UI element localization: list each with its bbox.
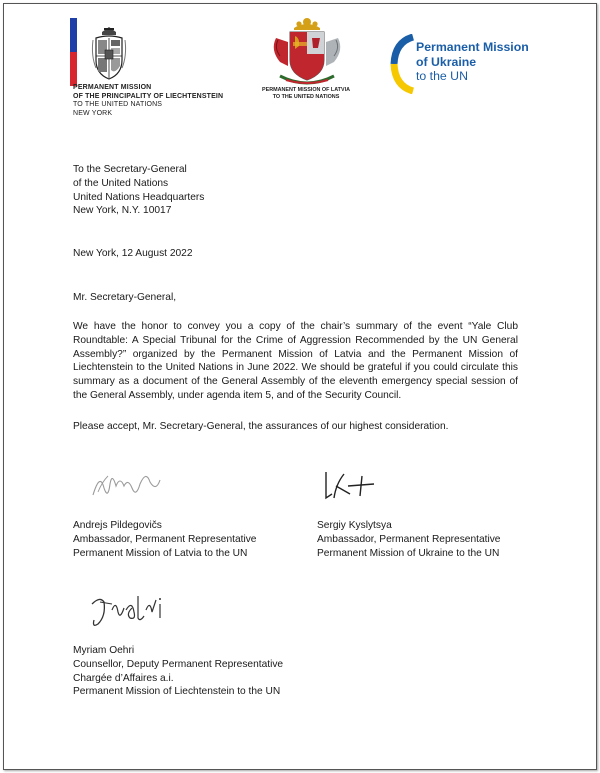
letter-date: New York, 12 August 2022: [73, 248, 193, 259]
signatory-mission: Permanent Mission of Latvia to the UN: [73, 547, 248, 559]
closing-paragraph: Please accept, Mr. Secretary-General, the assurances of our highest consideration.: [73, 421, 449, 432]
ukraine-mission-header: [416, 40, 529, 84]
liechtenstein-signature-icon: [86, 590, 186, 632]
header-line: to the UN: [416, 69, 468, 83]
header-line: of Ukraine: [416, 54, 477, 69]
signatory-name: Myriam Oehri: [73, 645, 135, 656]
liechtenstein-mission-header: [73, 84, 223, 118]
ukraine-signature-icon: [320, 468, 376, 504]
header-line: PERMANENT MISSION OF LATVIA: [262, 87, 350, 93]
header-line: Permanent Mission: [416, 40, 529, 54]
recipient-address: [73, 163, 204, 218]
latvia-mission-header: [247, 87, 365, 101]
signatory-name: Andrejs Pildegovičs: [73, 520, 162, 531]
signatory-title: Counsellor, Deputy Permanent Representative: [73, 658, 284, 670]
signatory-title: Ambassador, Permanent Representative: [73, 533, 257, 545]
address-line: New York, N.Y. 10017: [73, 205, 172, 217]
address-line: United Nations Headquarters: [73, 191, 205, 203]
header-line: NEW YORK: [73, 109, 113, 117]
signatory-role: Chargée d’Affaires a.i.: [73, 672, 174, 684]
liechtenstein-coat-of-arms-icon: [90, 26, 128, 82]
letter-body-paragraph: We have the honor to convey you a copy of the chair’s summary of the event “Yale Club Roundtable: A Special Tribunal for the Crime of Aggression Recommended by the UN General Assembly?” organized by the Permanent Mission of Latvia and the Permanent Mission of Liechtenstein to the United Nations in June 2022. We should be grateful if you could circulate this summary as a document of the General Assembly of the eleventh emergency special session of the General Assembly, under agenda item 5, and of the Security Council.: [73, 321, 518, 401]
salutation: Mr. Secretary-General,: [73, 292, 177, 303]
signatory-mission: Permanent Mission of Ukraine to the UN: [317, 547, 500, 559]
liechtenstein-flag-bar: [70, 18, 77, 86]
header-line: PERMANENT MISSION: [73, 84, 152, 91]
signatory-title: Ambassador, Permanent Representative: [317, 533, 501, 545]
ukraine-signatory-block: [317, 519, 500, 560]
latvia-signature-icon: [90, 462, 162, 502]
header-line: OF THE PRINCIPALITY OF LIECHTENSTEIN: [73, 92, 224, 100]
signatory-mission: Permanent Mission of Liechtenstein to the UN: [73, 686, 281, 698]
header-line: TO THE UNITED NATIONS: [272, 94, 340, 100]
address-line: To the Secretary-General: [73, 164, 187, 175]
latvia-coat-of-arms-icon: [266, 16, 348, 90]
address-line: of the United Nations: [73, 177, 169, 189]
signatory-name: Sergiy Kyslytsya: [317, 520, 392, 531]
liechtenstein-signatory-block: [73, 644, 283, 699]
header-line: TO THE UNITED NATIONS: [73, 101, 163, 109]
latvia-signatory-block: [73, 519, 256, 560]
ukraine-mission-logo-icon: [386, 34, 416, 94]
